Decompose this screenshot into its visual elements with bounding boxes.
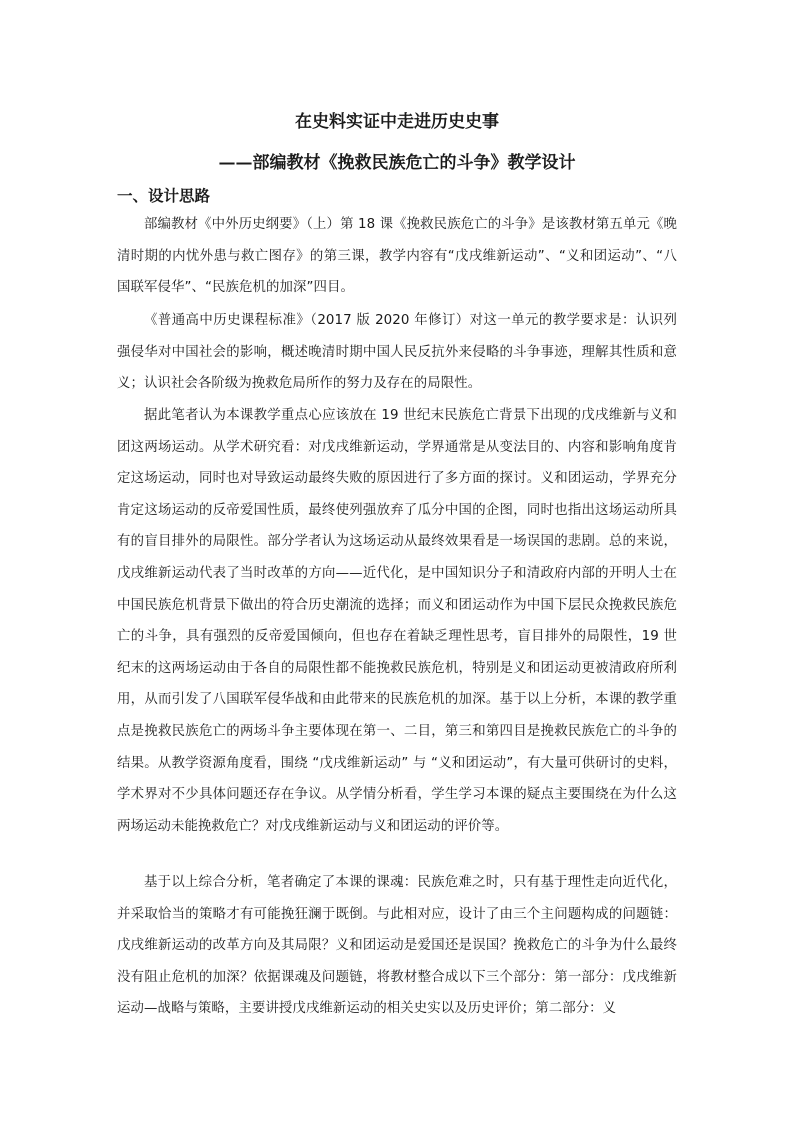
paragraph-textbook-intro: 部编教材《中外历史纲要》（上）第 18 课《挽救民族危亡的斗争》是该教材第五单元《晚清时期的内忧外患与救亡图存》的第三课，教学内容有“戊戌维新运动”、“义和团运动”、“八国联军侵华”、“民族危机的加深”四目。: [117, 217, 677, 296]
section-heading-design-idea: 一、设计思路: [117, 186, 211, 205]
document-title: 在史料实证中走进历史史事: [295, 112, 499, 132]
paragraph-teaching-focus: 据此笔者认为本课教学重点心应该放在 19 世纪末民族危亡背景下出现的戊戌维新与义和团这两场运动。从学术研究看：对戊戌维新运动，学界通常是从变法目的、内容和影响角度肯定这场运动，同时也对导致运动最终失败的原因进行了多方面的探讨。义和团运动，学界充分肯定这场运动的反帝爱国性质，最终使列强放弃了瓜分中国的企图，同时也指出这场运动所具有的盲目排外的局限性。部分学者认为这场运动从最终效果看是一场误国的悲剧。总的来说，戊戌维新运动代表了当时改革的方向——近代化，是中国知识分子和清政府内部的开明人士在中国民族危机背景下做出的符合历史潮流的选择；而义和团运动作为中国下层民众挽救民族危亡的斗争，具有强烈的反帝爱国倾向，但也存在着缺乏理性思考，盲目排外的局限性，19 世纪末的这两场运动由于各自的局限性都不能挽救民族危机，特别是义和团运动更被清政府所利用，从而引发了八国联军侵华战和由此带来的民族危机的加深。基于以上分析，本课的教学重点是挽救民族危亡的两场斗争主要体现在第一、二目，第三和第四目是挽救民族危亡的斗争的结果。从教学资源角度看，围绕 “戊戌维新运动” 与 “义和团运动”，有大量可供研讨的史料，学术界对不少具体问题还存在争议。从学情分析看，学生学习本课的疑点主要围绕在为什么这两场运动未能挽救危亡？对戊戌维新运动与义和团运动的评价等。: [117, 408, 677, 834]
paragraph-lesson-soul: 基于以上综合分析，笔者确定了本课的课魂：民族危难之时，只有基于理性走向近代化，并采取恰当的策略才有可能挽狂澜于既倒。与此相对应，设计了由三个主问题构成的问题链：戊戌维新运动的改革方向及其局限？义和团运动是爱国还是误国？挽救危亡的斗争为什么最终没有阻止危机的加深？依据课魂及问题链，将教材整合成以下三个部分：第一部分：戊戌维新运动—战略与策略，主要讲授戊戌维新运动的相关史实以及历史评价；第二部分：义: [117, 875, 677, 1017]
document-subtitle: ——部编教材《挽救民族危亡的斗争》教学设计: [218, 153, 576, 173]
paragraph-curriculum-standard: 《普通高中历史课程标准》（2017 版 2020 年修订）对这一单元的教学要求是：认识列强侵华对中国社会的影响，概述晚清时期中国人民反抗外来侵略的斗争事迹，理解其性质和意义；认识社会各阶级为挽救危局所作的努力及存在的局限性。: [117, 313, 677, 392]
